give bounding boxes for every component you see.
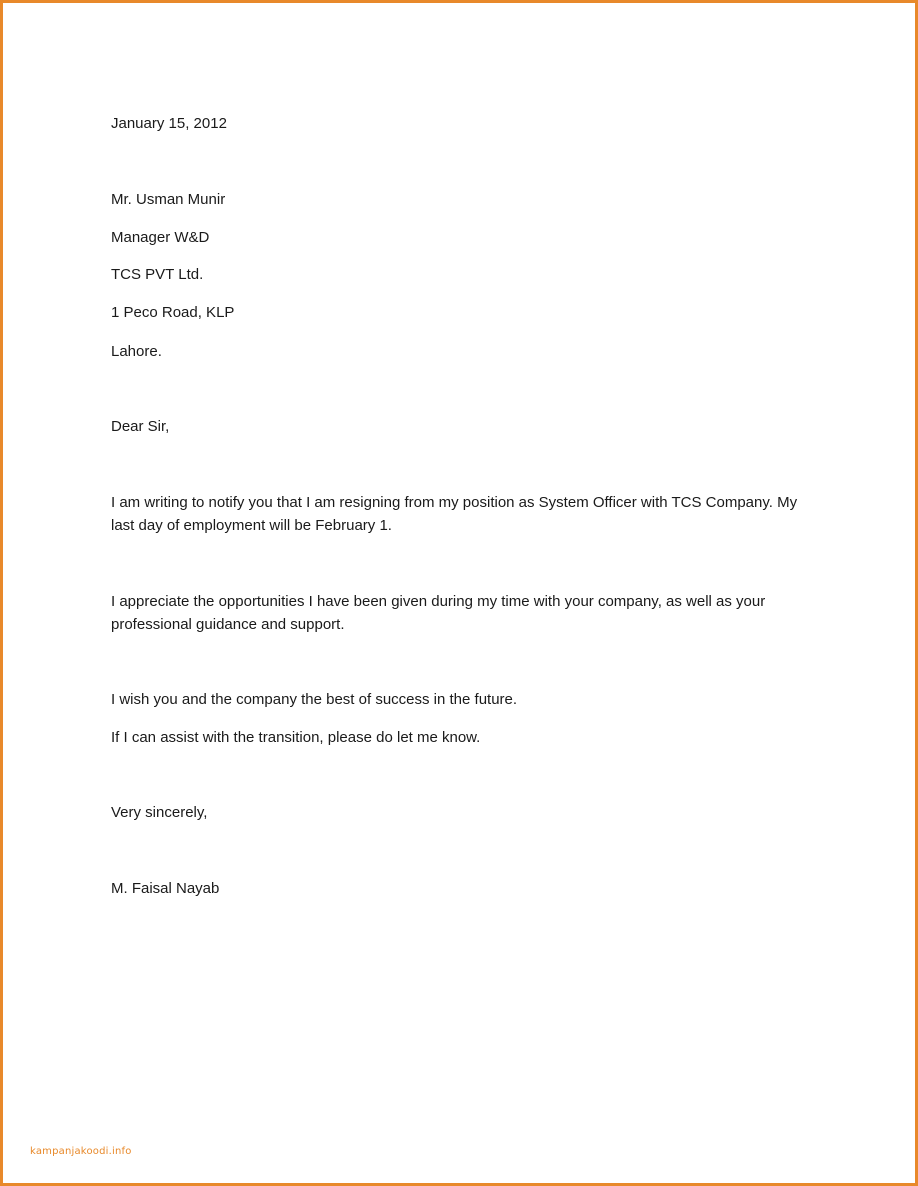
closing: Very sincerely, xyxy=(111,804,208,821)
watermark-text: kampanjakoodi.info xyxy=(30,1146,132,1157)
recipient-street: 1 Peco Road, KLP xyxy=(111,304,235,321)
recipient-name: Mr. Usman Munir xyxy=(111,191,226,208)
recipient-title: Manager W&D xyxy=(111,229,210,246)
body-paragraph-1-line-2: last day of employment will be February 1. xyxy=(111,517,392,534)
salutation: Dear Sir, xyxy=(111,418,170,435)
body-paragraph-2-line-1: I appreciate the opportunities I have been given during my time with your company, as well as your xyxy=(111,593,766,610)
letter-date: January 15, 2012 xyxy=(111,115,227,132)
signature-name: M. Faisal Nayab xyxy=(111,880,220,897)
body-paragraph-4: If I can assist with the transition, please do let me know. xyxy=(111,729,481,746)
recipient-city: Lahore. xyxy=(111,343,162,360)
recipient-company: TCS PVT Ltd. xyxy=(111,266,204,283)
body-paragraph-2-line-2: professional guidance and support. xyxy=(111,616,345,633)
body-paragraph-1-line-1: I am writing to notify you that I am resigning from my position as System Officer with TCS Company. My xyxy=(111,494,798,511)
body-paragraph-3: I wish you and the company the best of success in the future. xyxy=(111,691,518,708)
